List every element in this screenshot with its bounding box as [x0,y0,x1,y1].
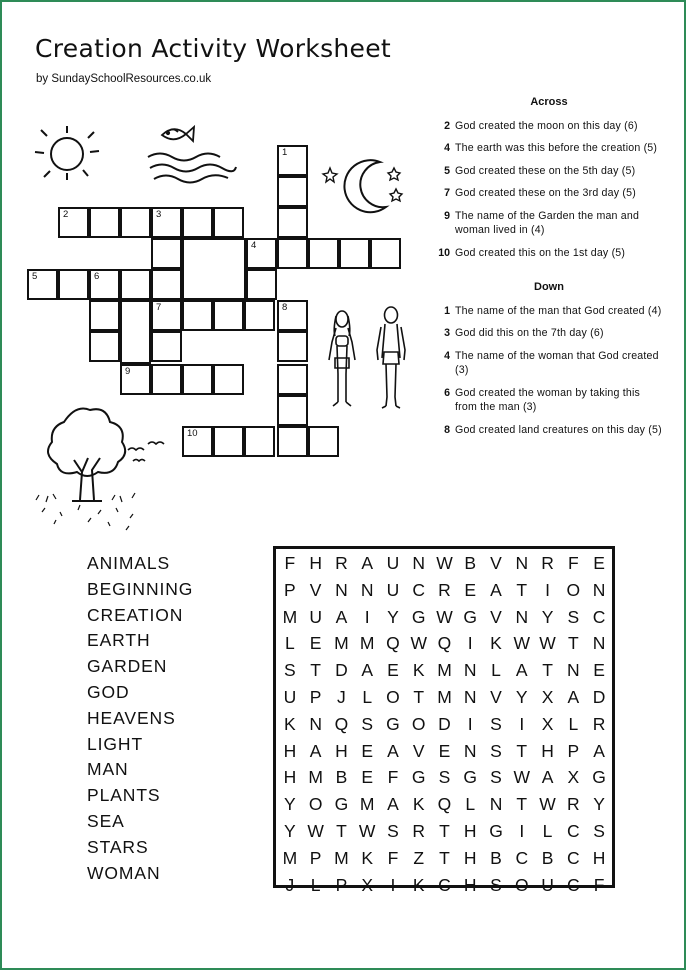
wordsearch-letter[interactable]: I [390,874,396,895]
crossword-cell[interactable] [27,269,58,300]
wordsearch-word: STARS [87,836,149,857]
wordsearch-letter[interactable]: N [592,579,606,600]
crossword-cell[interactable] [182,300,213,331]
wordsearch-letter[interactable]: K [412,794,425,815]
wordsearch-letter[interactable]: T [516,794,528,815]
wordsearch-letter[interactable]: M [282,606,298,627]
clue-text: God created the woman by taking this from the man (3) [455,386,641,413]
clue-number: 4 [251,240,257,251]
wordsearch-letter[interactable]: C [438,874,451,895]
wordsearch-word: HEAVENS [87,707,176,728]
wordsearch-letter[interactable]: N [335,579,348,600]
wordsearch-letter[interactable]: M [437,686,452,707]
crossword-cell[interactable] [120,207,151,238]
wordsearch-letter[interactable]: L [465,794,476,815]
clue-text: The name of the woman that God created (3) [455,349,659,376]
wordsearch-letter[interactable]: C [412,579,426,600]
wordsearch-word: GARDEN [87,656,168,677]
down-heading: Down [534,281,564,293]
clue-number: 2 [63,209,69,220]
wordsearch-row [276,739,612,765]
wordsearch-letter[interactable]: U [386,553,400,573]
crossword-cell[interactable] [277,300,308,331]
wordsearch-letter[interactable]: A [541,767,554,788]
down-clue-list [433,304,665,438]
crossword-cell[interactable] [308,426,339,457]
crossword-cell[interactable] [151,331,182,362]
crossword-cell[interactable] [89,331,120,362]
wordsearch-letter[interactable]: U [283,686,297,707]
wordsearch-word: LIGHT [87,733,144,754]
wordsearch-row [276,605,612,631]
wordsearch-letter[interactable]: H [463,847,477,868]
crossword-block [120,300,151,364]
clue-number: 5 [444,164,450,177]
wordsearch-letter[interactable]: R [566,794,580,815]
clue-text: God created this on the 1st day (5) [455,246,626,259]
wordsearch-letter[interactable]: T [439,847,450,868]
wordsearch-letter[interactable]: M [282,847,298,868]
wordsearch-letter[interactable]: L [310,874,321,895]
wordsearch-letter[interactable]: P [567,740,580,761]
wordsearch-letter[interactable]: V [412,740,425,761]
wordsearch-letter[interactable]: H [335,740,348,761]
crossword-cell[interactable] [120,364,151,395]
wordsearch-letter[interactable]: O [514,874,529,895]
clue-number: 7 [156,302,162,313]
wordsearch-letter[interactable]: S [490,767,502,788]
wordsearch-letter[interactable]: L [491,660,501,681]
wordsearch-letter[interactable]: O [411,713,426,734]
wordsearch-letter[interactable]: T [542,660,553,681]
crossword-grid [2,2,422,482]
wordsearch-letter[interactable]: P [309,847,322,868]
crossword-cell[interactable] [151,269,182,300]
wordsearch-row [276,846,612,872]
crossword-cell[interactable] [89,269,120,300]
wordsearch-letter[interactable]: A [490,579,502,600]
crossword-cell[interactable] [277,395,308,426]
crossword-cell[interactable] [277,364,308,395]
wordsearch-word: EARTH [87,630,151,651]
wordsearch-letter[interactable]: S [284,660,296,681]
crossword-cell[interactable] [246,269,277,300]
across-clue [433,141,665,156]
crossword-cell[interactable] [277,176,308,207]
wordsearch-letter[interactable]: W [358,820,376,841]
wordsearch-letter[interactable]: V [309,579,322,600]
wordsearch-letter[interactable]: Q [334,713,349,734]
wordsearch-letter[interactable]: L [362,686,373,707]
down-clue [433,349,665,378]
wordsearch-letter[interactable]: R [412,820,426,841]
wordsearch-letter[interactable]: T [413,686,425,707]
wordsearch-letter[interactable]: R [438,579,451,600]
wordsearch-row [276,551,612,577]
clue-number: 9 [444,209,450,222]
wordsearch-letter[interactable]: S [361,713,374,734]
clue-number: 10 [438,246,450,259]
wordsearch-letter[interactable]: G [386,713,400,734]
wordsearch-letter[interactable]: X [541,713,554,734]
wordsearch-letter[interactable]: W [513,633,531,654]
wordsearch-letter[interactable]: L [542,820,553,841]
clue-text: God did this on the 7th day (6) [455,327,604,339]
wordsearch-word: ANIMALS [87,553,171,573]
wordsearch-letter[interactable]: S [490,740,502,761]
crossword-cell[interactable] [182,364,213,395]
clue-number: 7 [444,187,450,199]
crossword-cell[interactable] [213,300,244,331]
crossword-cell[interactable] [151,364,182,395]
wordsearch-letter[interactable]: H [463,874,477,895]
wordsearch-letter[interactable]: A [361,660,374,681]
wordsearch-letter[interactable]: O [566,579,581,600]
wordsearch-letter[interactable]: F [387,847,399,868]
clue-text: God created these on the 3rd day (5) [455,187,636,199]
wordsearch-letter[interactable]: S [567,606,580,627]
wordsearch-letter[interactable]: N [463,740,477,761]
wordsearch-letter[interactable]: D [592,686,606,707]
crossword-cell[interactable] [277,207,308,238]
wordsearch-letter[interactable]: Y [515,686,528,707]
wordsearch-letter[interactable]: U [541,874,554,895]
across-clue [433,209,665,238]
wordsearch-letter[interactable]: K [361,847,374,868]
crossword-cell[interactable] [213,364,244,395]
clue-number: 1 [282,147,288,158]
clue-number: 6 [444,386,450,399]
across-clue [433,164,665,179]
clue-number: 3 [444,327,450,339]
wordsearch-letter[interactable]: A [387,794,399,815]
wordsearch-letter[interactable]: A [515,660,528,681]
wordsearch-letter[interactable]: B [541,847,554,868]
wordsearch-letter[interactable]: W [307,820,324,841]
wordsearch-letter[interactable]: Q [437,794,452,815]
crossword-cell[interactable] [182,426,213,457]
clue-number: 8 [282,302,288,313]
wordsearch-letter[interactable]: A [387,740,399,761]
wordsearch-letter[interactable]: C [566,847,580,868]
wordsearch-letter[interactable]: G [463,606,478,627]
wordsearch-letter[interactable]: Y [387,606,399,627]
crossword-clues [433,95,665,445]
wordsearch-letter[interactable]: N [412,553,426,573]
wordsearch-letter[interactable]: N [463,686,477,707]
wordsearch-letter[interactable]: W [410,633,427,654]
wordsearch-letter[interactable]: T [310,660,321,681]
wordsearch-letter[interactable]: I [545,579,550,600]
wordsearch-letter[interactable]: G [592,767,606,788]
wordsearch-letter[interactable]: H [592,847,606,868]
crossword-cell[interactable] [277,331,308,362]
wordsearch-letter[interactable]: P [309,686,322,707]
wordsearch-letter[interactable]: F [284,553,296,573]
wordsearch-letter[interactable]: H [541,740,554,761]
wordsearch-letter[interactable]: I [467,633,473,654]
wordsearch-letter[interactable]: G [489,820,503,841]
wordsearch-word: BEGINNING [87,578,194,599]
wordsearch-letter[interactable]: J [337,686,346,707]
wordsearch-letter[interactable]: P [335,874,348,895]
across-heading: Across [530,96,568,108]
wordsearch-letter[interactable]: A [567,686,580,707]
wordsearch-letter[interactable]: K [412,660,425,681]
clue-number: 10 [187,428,198,439]
wordsearch-letter[interactable]: E [464,579,477,600]
clue-text: The name of the Garden the man and woman lived in (4) [455,209,640,236]
wordsearch-letter[interactable]: U [309,606,322,627]
wordsearch-letter[interactable]: Y [284,820,296,841]
wordsearch-letter[interactable]: Y [593,794,605,815]
crossword-cell[interactable] [244,426,275,457]
wordsearch-letter[interactable]: M [359,794,375,815]
wordsearch-letter[interactable]: V [490,686,502,707]
crossword-cell[interactable] [277,145,308,176]
clue-number: 6 [94,271,100,282]
wordsearch-letter[interactable]: E [438,740,451,761]
wordsearch-letter[interactable]: Q [437,633,452,654]
wordsearch-letter[interactable]: D [438,713,451,734]
wordsearch-letter[interactable]: O [386,686,400,707]
wordsearch-letter[interactable]: N [515,606,529,627]
wordsearch-letter[interactable]: E [361,767,374,788]
wordsearch-letter[interactable]: A [335,606,348,627]
wordsearch-letter[interactable]: M [334,847,349,868]
crossword-cell[interactable] [58,207,89,238]
wordsearch-grid [273,546,615,895]
wordsearch-letter[interactable]: L [568,713,579,734]
wordsearch-letter[interactable]: E [593,553,605,573]
clue-number: 1 [444,304,450,317]
clue-number: 4 [444,142,450,154]
wordsearch-row [276,631,612,657]
wordsearch-letter[interactable]: W [539,633,556,654]
wordsearch-word: WOMAN [87,862,161,883]
wordsearch-word-list [87,551,193,886]
wordsearch-letter[interactable]: S [490,874,502,895]
wordsearch-letter[interactable]: R [592,713,606,734]
wordsearch-row [276,819,612,845]
crossword-cell[interactable] [213,426,244,457]
wordsearch-row [276,578,612,604]
wordsearch-letter[interactable]: J [285,874,295,895]
wordsearch-letter[interactable]: C [566,874,580,895]
clue-number: 3 [156,209,162,220]
crossword-cell[interactable] [277,238,308,269]
wordsearch-letter[interactable]: O [308,794,323,815]
wordsearch-letter[interactable]: E [309,633,322,654]
crossword-cell[interactable] [246,238,277,269]
crossword-cell[interactable] [213,207,244,238]
wordsearch-letter[interactable]: W [513,767,531,788]
wordsearch-letter[interactable]: K [412,874,425,895]
page-title: Creation Activity Worksheet [35,34,392,63]
wordsearch-row [276,792,612,818]
crossword-cell[interactable] [89,300,120,331]
wordsearch-letter[interactable]: X [541,686,554,707]
wordsearch-row [276,685,612,711]
crossword-cell[interactable] [277,426,308,457]
wordsearch-word: SEA [87,810,125,831]
wordsearch-letter[interactable]: B [490,847,502,868]
across-clue-list [433,119,665,261]
crossword-cell[interactable] [151,207,182,238]
wordsearch-word: PLANTS [87,785,161,806]
wordsearch-letter[interactable]: Q [386,633,400,654]
clue-number: 8 [444,423,450,436]
wordsearch-letter[interactable]: N [566,660,580,681]
across-clue [433,186,665,201]
wordsearch-letter[interactable]: W [436,553,453,573]
wordsearch-letter[interactable]: E [593,660,605,681]
wordsearch-letter[interactable]: U [386,579,400,600]
wordsearch-letter[interactable]: V [490,553,502,573]
wordsearch-letter[interactable]: V [490,606,502,627]
wordsearch-letter[interactable]: G [411,767,426,788]
wordsearch-letter[interactable]: G [334,794,349,815]
wordsearch-letter[interactable]: A [361,553,374,573]
crossword-cell[interactable] [151,300,182,331]
wordsearch-word: CREATION [87,604,184,625]
wordsearch-letter[interactable]: S [438,767,451,788]
clue-number: 2 [444,119,450,132]
down-clue [433,423,665,438]
wordsearch-row [276,765,612,791]
down-clue [433,326,665,341]
wordsearch-letter[interactable]: T [336,820,347,841]
wordsearch-letter[interactable]: F [387,767,399,788]
wordsearch-letter[interactable]: M [308,767,323,788]
wordsearch-letter[interactable]: F [567,553,579,573]
clue-text: The name of the man that God created (4) [455,304,662,317]
wordsearch-letter[interactable]: S [490,713,502,734]
wordsearch-letter[interactable]: M [334,633,349,654]
crossword-cell[interactable] [58,269,89,300]
wordsearch-letter[interactable]: F [593,874,605,895]
clue-text: God created these on the 5th day (5) [455,164,636,177]
down-clue [433,304,665,319]
across-clue [433,246,665,261]
wordsearch-letter[interactable]: K [284,713,296,734]
crossword-cell[interactable] [89,207,120,238]
wordsearch-word: MAN [87,759,129,780]
wordsearch-letter[interactable]: P [284,579,296,600]
wordsearch-letter[interactable]: R [335,553,348,573]
clue-number: 4 [444,349,450,362]
wordsearch-letter[interactable]: H [463,820,477,841]
wordsearch-letter[interactable]: N [515,553,529,573]
wordsearch-letter[interactable]: B [464,553,477,573]
clue-number: 5 [32,271,38,282]
wordsearch-letter[interactable]: E [387,660,399,681]
crossword-cell[interactable] [151,238,182,269]
wordsearch-letter[interactable]: M [437,660,452,681]
wordsearch-letter[interactable]: L [285,633,295,654]
crossword-cell[interactable] [120,269,151,300]
wordsearch-letter[interactable]: I [519,713,525,734]
wordsearch-letter[interactable]: X [567,767,580,788]
byline: by SundaySchoolResources.co.uk [36,73,212,85]
crossword-cell[interactable] [182,207,213,238]
wordsearch-letter[interactable]: A [593,740,605,761]
wordsearch-letter[interactable]: N [309,713,322,734]
crossword-block [182,238,246,300]
wordsearch-row [276,873,612,899]
clue-number: 9 [125,366,131,377]
crossword-cell[interactable] [370,238,401,269]
wordsearch-letter[interactable]: T [439,820,450,841]
clue-text: God created the moon on this day (6) [455,119,638,132]
down-clue [433,386,665,415]
wordsearch-letter[interactable]: R [541,553,554,573]
wordsearch-letter[interactable]: N [360,579,374,600]
wordsearch-letter[interactable]: X [361,874,374,895]
wordsearch-letter[interactable]: M [359,633,375,654]
wordsearch-row [276,712,612,738]
wordsearch-letter[interactable]: I [519,820,525,841]
crossword-cell[interactable] [244,300,275,331]
clue-text: The earth was this before the creation (5) [455,142,658,154]
wordsearch-letter[interactable]: T [567,633,579,654]
wordsearch-letter[interactable]: S [593,820,605,841]
wordsearch-letter[interactable]: I [467,713,473,734]
wordsearch-letter[interactable]: T [516,579,528,600]
clue-text: God created land creatures on this day (5) [455,423,662,436]
crossword-cell[interactable] [308,238,339,269]
wordsearch-row [276,658,612,684]
wordsearch-letter[interactable]: N [489,794,503,815]
wordsearch-letter[interactable]: I [364,606,370,627]
wordsearch-letter[interactable]: N [463,660,477,681]
wordsearch-letter[interactable]: C [592,606,606,627]
wordsearch-letter[interactable]: W [436,606,453,627]
grass-icon [36,493,135,530]
wordsearch-letter[interactable]: H [283,767,297,788]
wordsearch-letter[interactable]: Y [541,606,554,627]
wordsearch-letter[interactable]: G [463,767,478,788]
wordsearch-letter[interactable]: E [361,740,374,761]
wordsearch-letter[interactable]: A [309,740,322,761]
wordsearch-letter[interactable]: C [515,847,529,868]
wordsearch-letter[interactable]: H [283,740,297,761]
wordsearch-letter[interactable]: S [387,820,399,841]
wordsearch-letter[interactable]: C [566,820,580,841]
wordsearch-letter[interactable]: T [516,740,528,761]
wordsearch-letter[interactable]: G [411,606,426,627]
across-clue [433,119,665,134]
crossword-cell[interactable] [339,238,370,269]
wordsearch-letter[interactable]: B [335,767,348,788]
wordsearch-letter[interactable]: Z [413,847,425,868]
wordsearch-letter[interactable]: W [539,794,556,815]
wordsearch-letter[interactable]: Y [284,794,296,815]
wordsearch-letter[interactable]: H [309,553,322,573]
wordsearch-letter[interactable]: N [592,633,606,654]
wordsearch-word: GOD [87,681,130,702]
wordsearch-letter[interactable]: D [335,660,348,681]
wordsearch-letter[interactable]: K [490,633,502,654]
